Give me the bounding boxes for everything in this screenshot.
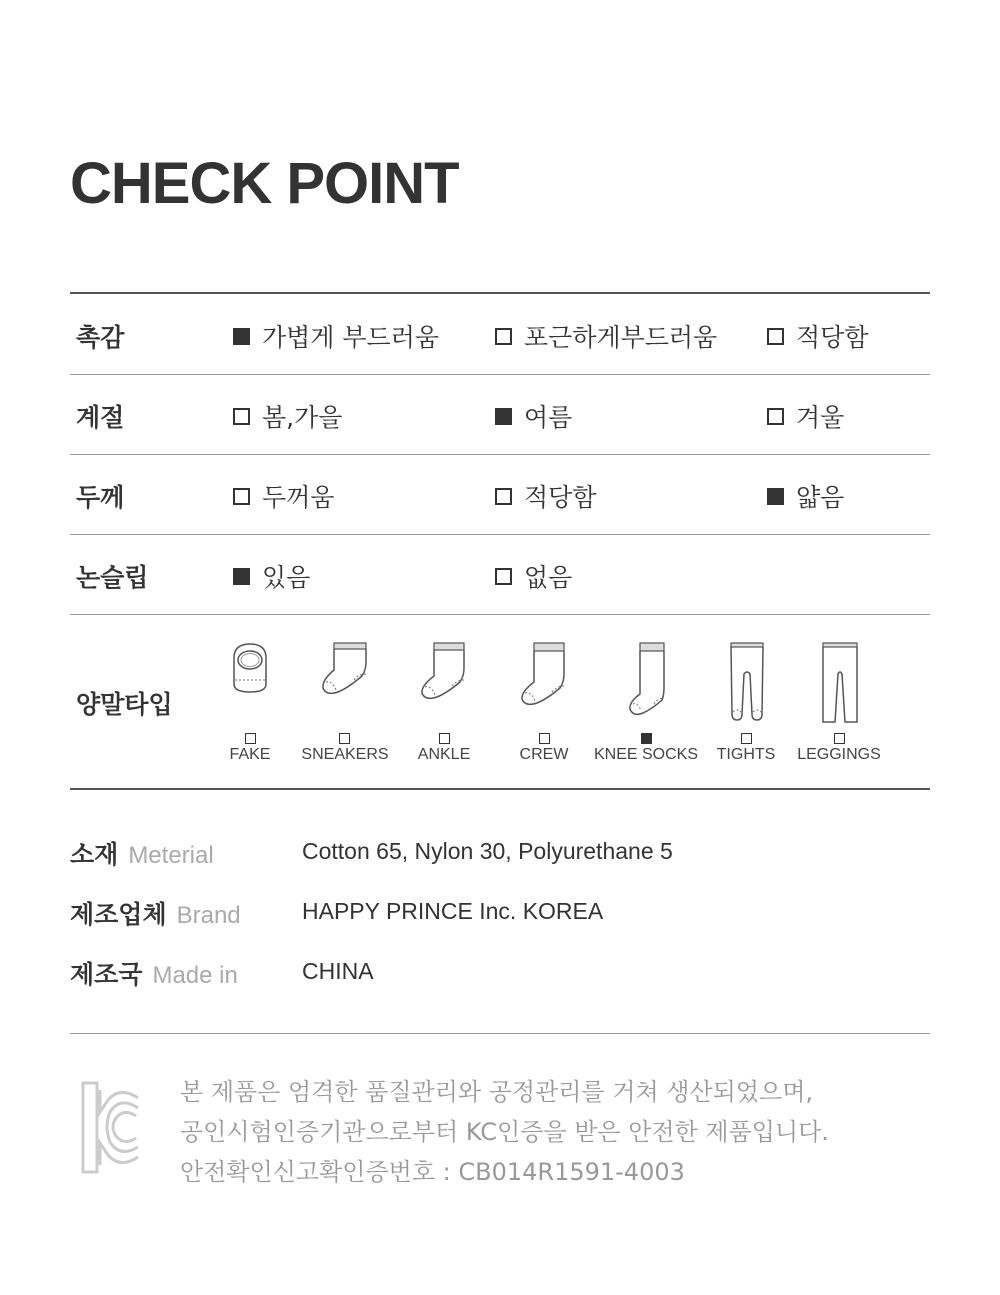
option-thickness-thick [233, 478, 334, 514]
option-label: 있음 [262, 563, 311, 592]
divider [70, 788, 930, 790]
sock-type-label: SNEAKERS [301, 746, 389, 763]
option-label: 겨울 [796, 403, 845, 432]
sneakers-sock-icon [318, 640, 370, 700]
checked-box-icon [767, 488, 784, 505]
row-label-season: 계절 [76, 403, 125, 432]
option-label: 포근하게부드러움 [524, 323, 718, 352]
ankle-sock-icon [416, 640, 468, 704]
unchecked-box-icon [495, 488, 512, 505]
crew-sock-icon [516, 640, 568, 710]
checked-box-icon [233, 568, 250, 585]
sock-type-label: TIGHTS [716, 746, 776, 763]
option-label: 가볍게 부드러움 [262, 323, 439, 352]
sock-type-label: LEGGINGS [797, 746, 881, 763]
unchecked-box-icon [233, 408, 250, 425]
unchecked-box-icon [495, 328, 512, 345]
option-texture-cozy [495, 318, 717, 354]
divider [70, 454, 930, 455]
row-label-nonslip: 논슬립 [76, 563, 149, 592]
option-label: 여름 [524, 403, 573, 432]
unchecked-box-icon [741, 733, 752, 744]
info-label-material [70, 835, 214, 871]
leggings-icon [820, 640, 860, 725]
checked-box-icon [641, 733, 652, 744]
info-label-en: Made in [152, 962, 238, 989]
sock-type-label: KNEE SOCKS [593, 746, 699, 763]
unchecked-box-icon [834, 733, 845, 744]
info-value-origin: CHINA [302, 958, 374, 984]
option-label: 얇음 [796, 483, 845, 512]
option-nonslip-no [495, 558, 572, 594]
unchecked-box-icon [767, 328, 784, 345]
checked-box-icon [495, 408, 512, 425]
divider [70, 374, 930, 375]
option-label: 적당함 [796, 323, 869, 352]
option-season-winter [767, 398, 844, 434]
knee-sock-icon [624, 640, 670, 720]
divider [70, 534, 930, 535]
row-label-sock-type: 양말타입 [76, 690, 173, 719]
info-label-brand [70, 895, 241, 931]
info-label-origin [70, 955, 238, 991]
unchecked-box-icon [245, 733, 256, 744]
info-label-ko: 소재 [70, 840, 119, 869]
sock-type-label: CREW [519, 746, 569, 763]
info-label-ko: 제조업체 [70, 900, 167, 929]
row-label-texture: 촉감 [76, 323, 125, 352]
option-season-spring-fall [233, 398, 342, 434]
page-title: CHECK POINT [70, 151, 459, 216]
option-texture-moderate [767, 318, 868, 354]
info-value-material: Cotton 65, Nylon 30, Polyurethane 5 [302, 838, 673, 864]
option-season-summer [495, 398, 572, 434]
tights-icon [728, 640, 766, 725]
sock-type-label: FAKE [229, 746, 271, 763]
unchecked-box-icon [767, 408, 784, 425]
option-label: 두꺼움 [262, 483, 335, 512]
kc-notice-line: 본 제품은 엄격한 품질관리와 공정관리를 거쳐 생산되었으며, [180, 1078, 814, 1106]
unchecked-box-icon [233, 488, 250, 505]
kc-notice-line: 공인시험인증기관으로부터 KC인증을 받은 안전한 제품입니다. [180, 1118, 829, 1146]
kc-cert-number: 안전확인신고확인증번호 : CB014R1591-4003 [180, 1158, 685, 1186]
option-thickness-moderate [495, 478, 596, 514]
option-texture-light [233, 318, 439, 354]
fake-sock-icon [230, 640, 270, 700]
option-nonslip-yes [233, 558, 310, 594]
info-label-ko: 제조국 [70, 960, 143, 989]
unchecked-box-icon [495, 568, 512, 585]
option-label: 적당함 [524, 483, 597, 512]
divider [70, 292, 930, 294]
checked-box-icon [233, 328, 250, 345]
sock-type-label: ANKLE [417, 746, 471, 763]
row-label-thickness: 두께 [76, 483, 125, 512]
unchecked-box-icon [339, 733, 350, 744]
option-label: 봄,가을 [262, 403, 343, 432]
divider [70, 614, 930, 615]
info-label-en: Brand [176, 902, 241, 929]
info-label-en: Meterial [128, 842, 214, 869]
option-label: 없음 [524, 563, 573, 592]
divider [70, 1033, 930, 1034]
unchecked-box-icon [439, 733, 450, 744]
option-thickness-thin [767, 478, 844, 514]
info-value-brand: HAPPY PRINCE Inc. KOREA [302, 898, 604, 924]
kc-mark-icon [80, 1080, 142, 1175]
unchecked-box-icon [539, 733, 550, 744]
